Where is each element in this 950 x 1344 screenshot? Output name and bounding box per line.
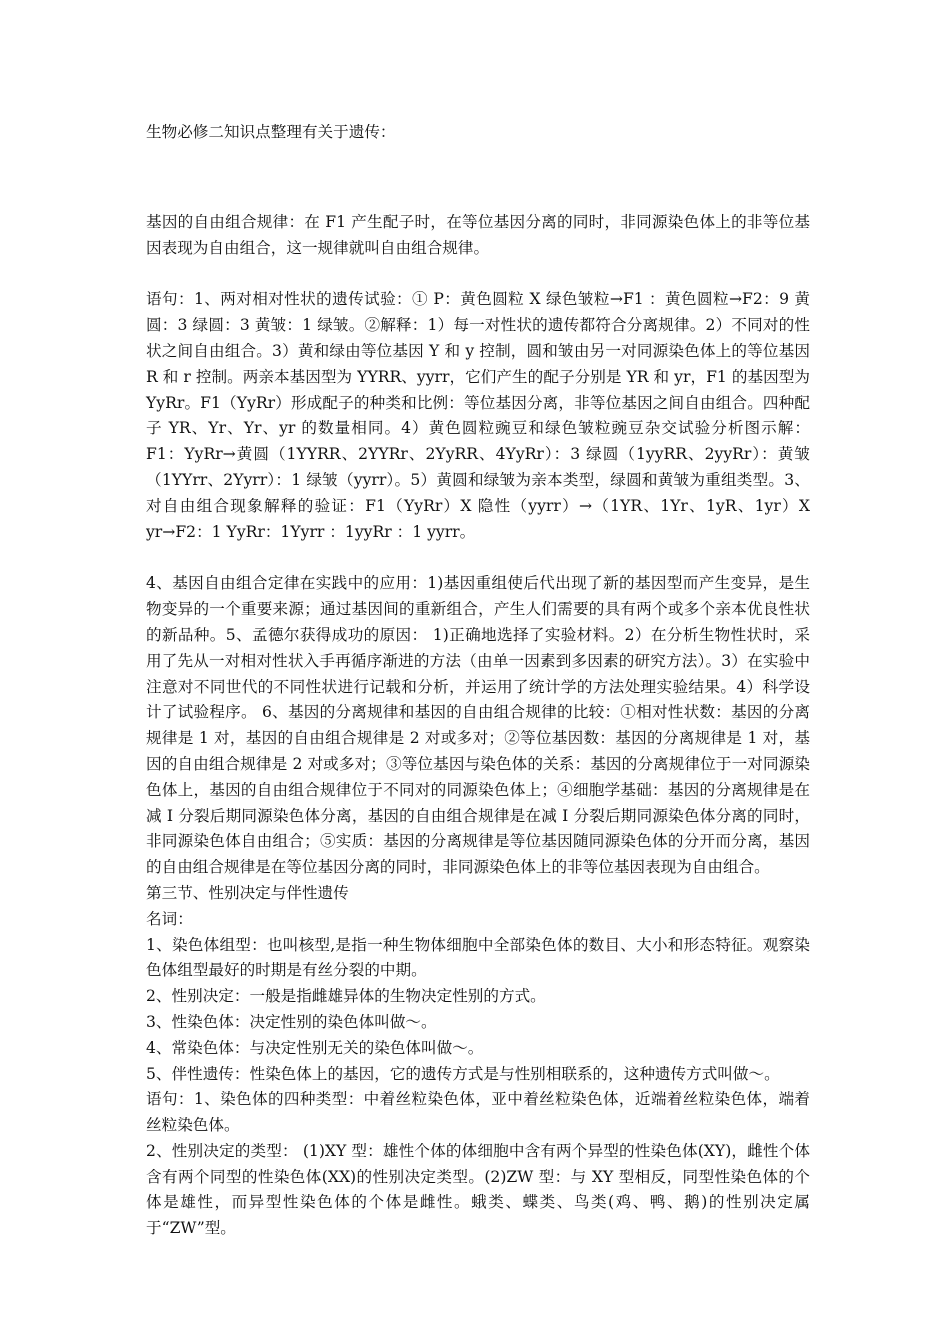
statement-item: 2、性别决定的类型： (1)XY 型：雄性个体的体细胞中含有两个异型的性染色体(XY)，雌性个体含有两个同型的性染色体(XX)的性别决定类型。(2)ZW 型：与 XY 型相反，同型性染色体的个体是雄性，而异型性染色体的个体是雌性。蛾类、蝶类、鸟类(鸡、鸭、鹅)的性别决定属于“ZW”型。 [146,1141,810,1238]
paragraph-spacer [146,545,810,571]
paragraph-statements: 语句：1、两对相对性状的遗传试验：① P：黄色圆粒 X 绿色皱粒→F1 ：黄色圆粒→F2：9 黄圆：3 绿圆：3 黄皱：1 绿皱。②解释：1）每一对性状的遗传都符合分离规律。2）不同对的性状之间自由组合。3）黄和绿由等位基因 Y 和 y 控制，圆和皱由另一对同源染色体上的等位基因 R 和 r 控制。两亲本基因型为 YYRR、yyrr，它们产生的配子分别是 YR 和 yr，F1 的基因型为 YyRr。F1（YyRr）形成配子的种类和比例：等位基因分离，非等位基因之间自由组合。四种配子 YR、Yr、Yr、yr 的数量相同。4）黄色圆粒豌豆和绿色皱粒豌豆杂交试验分析图示解： F1：YyRr→黄圆（1YYRR、2YYRr、2YyRR、4YyRr）：3 绿圆（1yyRR、2yyRr）：黄皱（1YYrr、2Yyrr）：1 绿皱（yyrr）。5）黄圆和绿皱为亲本类型，绿圆和黄皱为重组类型。3、对自由组合现象解释的验证：F1（YyRr）X 隐性（yyrr）→（1YR、1Yr、1yR、1yr）X yr→F2：1 YyRr：1Yyrr ：1yyRr ：1 yyrr。 [146,290,810,541]
document-title: 生物必修二知识点整理有关于遗传： [146,123,396,141]
terms-label: 名词： [146,909,193,928]
term-item: 3、性染色体：决定性别的染色体叫做～。 [146,1012,437,1031]
document-page [146,120,810,1242]
term-item: 5、伴性遗传：性染色体上的基因，它的遗传方式是与性别相联系的，这种遗传方式叫做～。 [146,1064,780,1083]
term-item: 1、染色体组型：也叫核型,是指一种生物体细胞中全部染色体的数目、大小和形态特征。观察染色体组型最好的时期是有丝分裂的中期。 [146,935,810,980]
paragraph-spacer [146,261,810,287]
section-heading: 第三节、性别决定与伴性遗传 [146,883,349,902]
statement-item: 语句：1、染色体的四种类型：中着丝粒染色体，亚中着丝粒染色体，近端着丝粒染色体，端着丝粒染色体。 [146,1090,810,1135]
term-item: 2、性别决定：一般是指雌雄异体的生物决定性别的方式。 [146,987,546,1006]
paragraph-free-combination-law: 基因的自由组合规律：在 F1 产生配子时，在等位基因分离的同时，非同源染色体上的非等位基因表现为自由组合，这一规律就叫自由组合规律。 [146,212,810,257]
paragraph-application: 4、基因自由组合定律在实践中的应用：1)基因重组使后代出现了新的基因型而产生变异，是生物变异的一个重要来源；通过基因间的重新组合，产生人们需要的具有两个或多个亲本优良性状的新品种。5、孟德尔获得成功的原因： 1)正确地选择了实验材料。2）在分析生物性状时，采用了先从一对相对性状入手再循序渐进的方法（由单一因素到多因素的研究方法）。3）在实验中注意对不同世代的不同性状进行记载和分析，并运用了统计学的方法处理实验结果。4）科学设计了试验程序。 6、基因的分离规律和基因的自由组合规律的比较：①相对性状数：基因的分离规律是 1 对，基因的自由组合规律是 2 对或多对；②等位基因数：基因的分离规律是 1 对，基因的自由组合规律是 2 对或多对；③等位基因与染色体的关系：基因的分离规律位于一对同源染色体上，基因的自由组合规律位于不同对的同源染色体上；④细胞学基础：基因的分离规律是在减 I 分裂后期同源染色体分离，基因的自由组合规律是在减 I 分裂后期同源染色体分离的同时，非同源染色体自由组合；⑤实质：基因的分离规律是等位基因随同源染色体的分开而分离，基因的自由组合规律是在等位基因分离的同时，非同源染色体上的非等位基因表现为自由组合。 [146,574,810,877]
term-item: 4、常染色体：与决定性别无关的染色体叫做～。 [146,1038,484,1057]
